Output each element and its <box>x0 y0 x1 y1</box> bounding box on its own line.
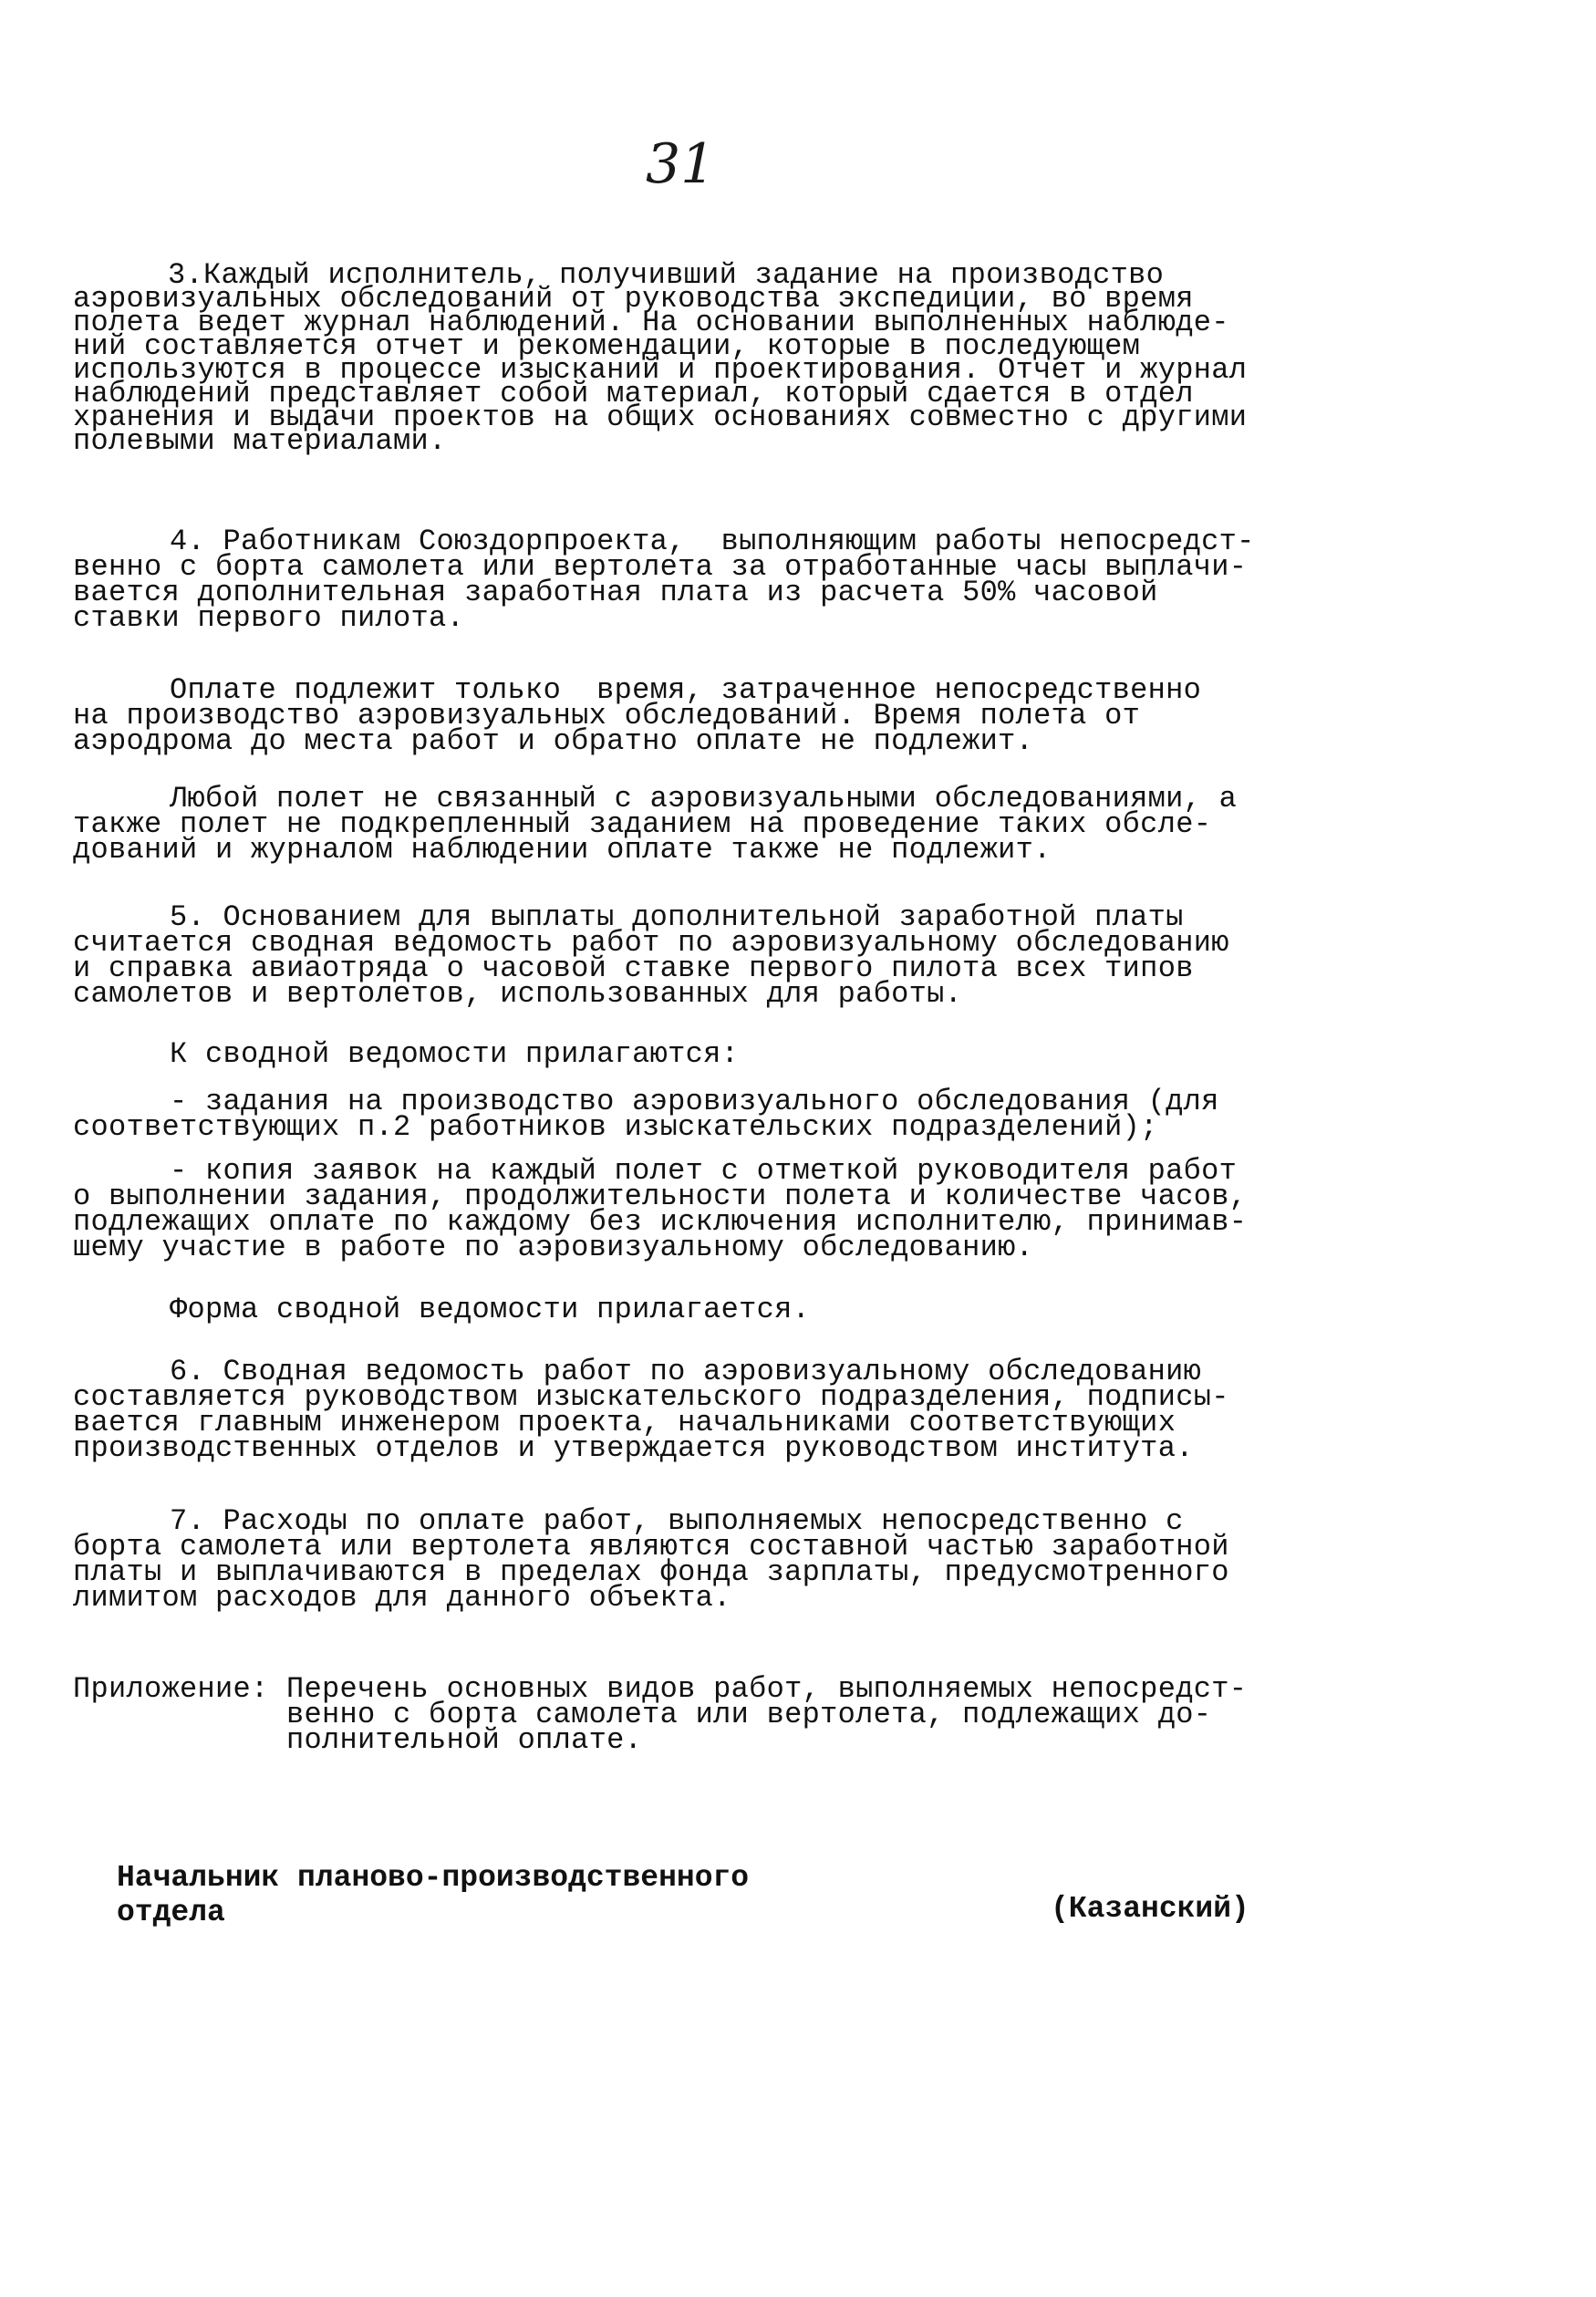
paragraph-p4-line: 4. Работникам Союздорпроекта, выполняющим работы непосредст- <box>170 525 1255 558</box>
paragraph-p5b-line: - задания на производство аэровизуального обследования (для <box>170 1085 1219 1118</box>
paragraph-p5c-line: подлежащих оплате по каждому без исключения исполнителю, принимав- <box>73 1205 1248 1239</box>
paragraph-p4-line: венно с борта самолета или вертолета за отработанные часы выплачи- <box>73 550 1248 584</box>
paragraph-p5c-line: шему участие в работе по аэровизуальному обследованию. <box>73 1231 1034 1264</box>
paragraph-p6-line: 6. Сводная ведомость работ по аэровизуальному обследованию <box>170 1355 1202 1388</box>
paragraph-p3-line: полета ведет журнал наблюдений. На основании выполненных наблюде- <box>73 306 1229 339</box>
paragraph-p5b-line: соответствующих п.2 работников изыскательских подразделений); <box>73 1110 1158 1144</box>
paragraph-p3-line: аэровизуальных обследований от руководства экспедиции, во время <box>73 282 1194 316</box>
paragraph-p7-line: борта самолета или вертолета являются составной частью заработной <box>73 1530 1229 1564</box>
paragraph-p3-line: используются в процессе изысканий и проектирования. Отчет и журнал <box>73 353 1248 387</box>
signature-title-line1: Начальник планово-производственного <box>117 1861 750 1895</box>
paragraph-p7-line: платы и выплачиваются в пределах фонда зарплаты, предусмотренного <box>73 1555 1229 1589</box>
signature-title-line2: отдела <box>117 1896 225 1930</box>
paragraph-p7-line: 7. Расходы по оплате работ, выполняемых непосредственно с <box>170 1504 1184 1538</box>
paragraph-p7-line: лимитом расходов для данного объекта. <box>73 1581 731 1615</box>
paragraph-p5-line: считается сводная ведомость работ по аэровизуальному обследованию <box>73 926 1229 960</box>
paragraph-p4c-line: также полет не подкрепленный заданием на проведение таких обсле- <box>73 807 1212 841</box>
paragraph-p4c-line: дований и журналом наблюдении оплате также не подлежит. <box>73 833 1052 867</box>
paragraph-p4b-line: Оплате подлежит только время, затраченное непосредственно <box>170 673 1202 707</box>
paragraph-p3-line: ний составляется отчет и рекомендации, которые в последующем <box>73 329 1141 363</box>
signature-title <box>117 1861 749 1931</box>
paragraph-p5-line: самолетов и вертолетов, использованных для работы. <box>73 977 963 1011</box>
paragraph-p5c-line: - копия заявок на каждый полет с отметкой руководителя работ <box>170 1154 1238 1188</box>
paragraph-app-line: Приложение: Перечень основных видов работ, выполняемых непосредст- <box>73 1672 1248 1706</box>
paragraph-app-line: полнительной оплате. <box>73 1723 643 1757</box>
paragraph-p6-line: составляется руководством изыскательского подразделения, подписы- <box>73 1380 1229 1414</box>
paragraph-p4-line: вается дополнительная заработная плата из расчета 50% часовой <box>73 576 1158 609</box>
paragraph-p3-line: наблюдений представляет собой материал, который сдается в отдел <box>73 377 1194 411</box>
paragraph-p3-line: хранения и выдачи проектов на общих основаниях совместно с другими <box>73 400 1248 434</box>
signature-name: (Казанский) <box>1051 1892 1249 1926</box>
paragraph-p4-line: ставки первого пилота. <box>73 601 465 635</box>
paragraph-p4c-line: Любой полет не связанный с аэровизуальными обследованиями, а <box>170 782 1238 816</box>
paragraph-p5d-line: Форма сводной ведомости прилагается. <box>170 1293 811 1326</box>
paragraph-p4b-line: на производство аэровизуальных обследований. Время полета от <box>73 699 1141 733</box>
paragraph-p5c-line: о выполнении задания, продолжительности полета и количестве часов, <box>73 1180 1248 1213</box>
paragraph-p5-line: и справка авиаотряда о часовой ставке первого пилота всех типов <box>73 951 1194 985</box>
paragraph-p5a-line: К сводной ведомости прилагаются: <box>170 1037 740 1071</box>
paragraph-p4b-line: аэродрома до места работ и обратно оплате не подлежит. <box>73 724 1034 758</box>
paragraph-p3-line: 3.Каждый исполнитель, получивший задание на производство <box>168 258 1165 292</box>
paragraph-p6-line: вается главным инженером проекта, начальниками соответствующих <box>73 1406 1176 1440</box>
paragraph-app-line: венно с борта самолета или вертолета, подлежащих до- <box>73 1698 1212 1731</box>
paragraph-p3-line: полевыми материалами. <box>73 424 447 458</box>
paragraph-p6-line: производственных отделов и утверждается руководством института. <box>73 1431 1194 1465</box>
page-number: 31 <box>646 132 716 196</box>
paragraph-p5-line: 5. Основанием для выплаты дополнительной заработной платы <box>170 900 1184 934</box>
